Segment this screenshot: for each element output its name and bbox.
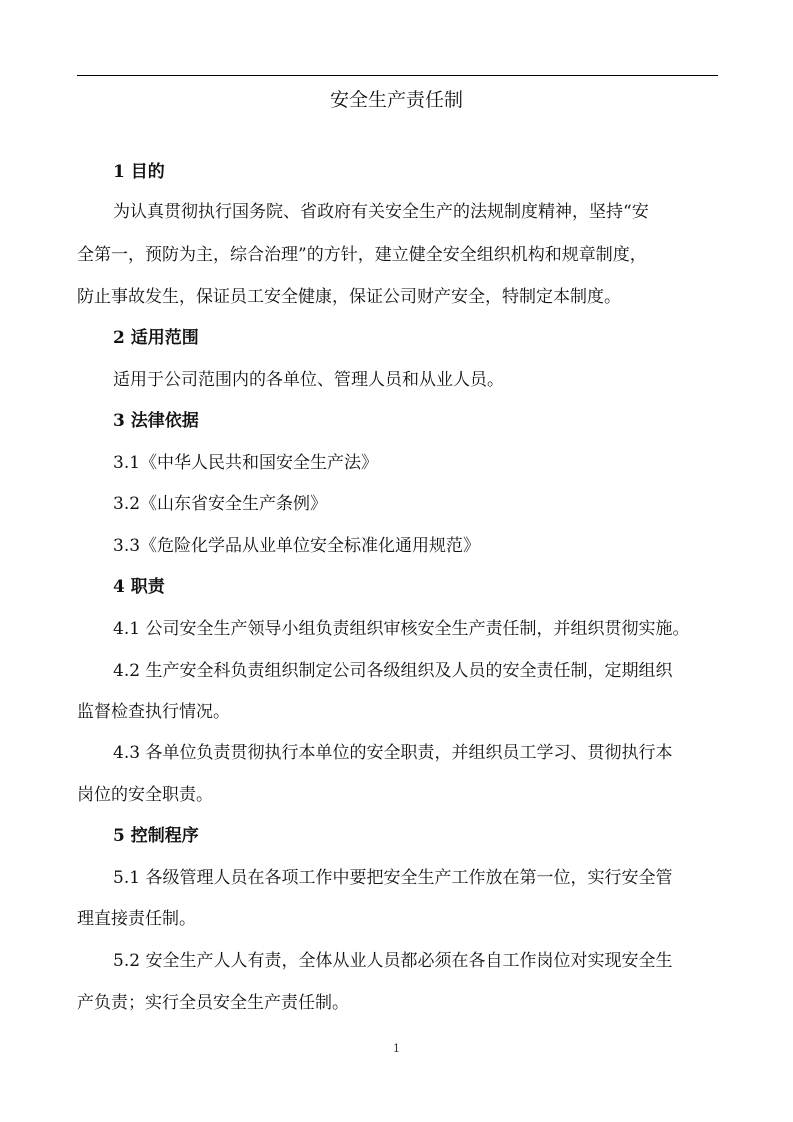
section-heading-2: 2 适用范围	[113, 328, 199, 348]
paragraph-line: 全第一，预防为主，综合治理”的方针，建立健全安全组织机构和规章制度，	[77, 245, 647, 265]
section-heading-3: 3 法律依据	[113, 411, 199, 431]
paragraph-line: 防止事故发生，保证员工安全健康，保证公司财产安全，特制定本制度。	[77, 287, 621, 307]
paragraph-line: 4.1 公司安全生产领导小组负责组织审核安全生产责任制，并组织贯彻实施。	[113, 619, 690, 639]
header-rule	[77, 75, 718, 76]
paragraph-line: 5.2 安全生产人人有责，全体从业人员都必须在各自工作岗位对实现安全生	[113, 951, 673, 971]
paragraph-line: 产负责；实行全员安全生产责任制。	[77, 993, 349, 1013]
paragraph-line: 岗位的安全职责。	[77, 785, 213, 805]
document-title: 安全生产责任制	[329, 89, 463, 111]
paragraph-line: 适用于公司范围内的各单位、管理人员和从业人员。	[113, 370, 504, 390]
paragraph-line: 理直接责任制。	[77, 909, 196, 929]
paragraph-line: 4.2 生产安全科负责组织制定公司各级组织及人员的安全责任制，定期组织	[113, 661, 673, 681]
paragraph-line: 4.3 各单位负责贯彻执行本单位的安全职责，并组织员工学习、贯彻执行本	[113, 743, 673, 763]
paragraph-line: 为认真贯彻执行国务院、省政府有关安全生产的法规制度精神，坚持“安	[113, 202, 649, 222]
page-number: 1	[393, 1042, 400, 1055]
list-item: 3.2《山东省安全生产条例》	[113, 494, 328, 514]
list-item: 3.3《危险化学品从业单位安全标准化通用规范》	[113, 536, 481, 556]
paragraph-line: 5.1 各级管理人员在各项工作中要把安全生产工作放在第一位，实行安全管	[113, 868, 673, 888]
section-heading-1: 1 目的	[113, 162, 165, 182]
section-heading-5: 5 控制程序	[113, 826, 199, 846]
paragraph-line: 监督检查执行情况。	[77, 702, 230, 722]
section-heading-4: 4 职责	[113, 577, 165, 597]
list-item: 3.1《中华人民共和国安全生产法》	[113, 453, 379, 473]
